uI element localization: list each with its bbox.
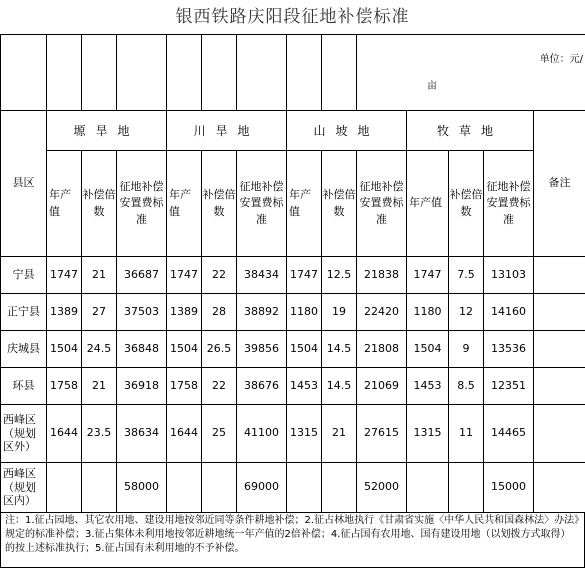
table-cell: 21 [322, 405, 357, 463]
subheader-standard: 征地补偿安置费标准 [484, 151, 534, 257]
table-cell: 21838 [357, 257, 407, 294]
table-cell: 26.5 [202, 331, 237, 368]
table-cell [287, 463, 322, 513]
table-cell: 1389 [47, 294, 82, 331]
table-cell: 27615 [357, 405, 407, 463]
table-cell: 1747 [167, 257, 202, 294]
category-header-chuan: 川旱地 [167, 111, 287, 151]
category-row [1, 111, 585, 151]
category-header-shanpo: 山坡地 [287, 111, 407, 151]
unit-row [1, 35, 585, 111]
table-row [1, 368, 585, 405]
table-cell: 14.5 [322, 368, 357, 405]
county-cell: 宁县 [1, 257, 47, 294]
table-cell: 1758 [167, 368, 202, 405]
table-cell: 1747 [407, 257, 449, 294]
subheader-standard: 征地补偿安置费标准 [117, 151, 167, 257]
table-cell: 1453 [287, 368, 322, 405]
table-cell: 36918 [117, 368, 167, 405]
table-cell: 39856 [237, 331, 287, 368]
table-cell: 19 [322, 294, 357, 331]
table-cell: 38634 [117, 405, 167, 463]
unit-label: 单位：元/ [539, 53, 584, 65]
county-cell: 西峰区（规划区外） [1, 405, 47, 463]
table-cell: 36848 [117, 331, 167, 368]
subheader-multiple: 补偿倍数 [82, 151, 117, 257]
table-cell: 1747 [287, 257, 322, 294]
table-cell: 21808 [357, 331, 407, 368]
table-cell: 38676 [237, 368, 287, 405]
page-title: 银西铁路庆阳段征地补偿标准 [175, 7, 410, 27]
table-cell: 1453 [407, 368, 449, 405]
table-cell: 1504 [47, 331, 82, 368]
table-cell: 1644 [167, 405, 202, 463]
county-cell: 环县 [1, 368, 47, 405]
subheader-multiple: 补偿倍数 [202, 151, 237, 257]
table-cell: 23.5 [82, 405, 117, 463]
remark-cell [534, 405, 585, 463]
remark-header: 备注 [534, 111, 585, 257]
table-cell: 1180 [407, 294, 449, 331]
county-header: 县区 [1, 111, 47, 257]
table-cell: 11 [449, 405, 484, 463]
footnote-text: 注：1.征占园地、其它农用地、建设用地按邻近同等条件耕地补偿；2.征占林地执行《甘肃省实施〈中华人民共和国森林法〉办法》规定的标准补偿；3.征占集体未利用地按邻近耕地统一年产值的2倍补偿；4.征占国有农用地、国有建设用地（以划拨方式取得）的按上述标准执行；5.征占国有未利用地的不予补偿。 [5, 515, 580, 554]
table-row [1, 331, 585, 368]
table-cell: 37503 [117, 294, 167, 331]
county-cell: 庆城县 [1, 331, 47, 368]
table-cell: 36687 [117, 257, 167, 294]
table-cell: 1644 [47, 405, 82, 463]
table-cell: 12 [449, 294, 484, 331]
unit-cell [357, 35, 585, 111]
table-cell: 13103 [484, 257, 534, 294]
table-cell: 21 [82, 257, 117, 294]
compensation-table [0, 34, 585, 513]
table-cell: 1758 [47, 368, 82, 405]
table-cell: 12351 [484, 368, 534, 405]
table-row [1, 294, 585, 331]
table-cell: 14465 [484, 405, 534, 463]
table-cell: 22 [202, 257, 237, 294]
table-cell: 22420 [357, 294, 407, 331]
subheader-standard: 征地补偿安置费标准 [237, 151, 287, 257]
table-cell: 9 [449, 331, 484, 368]
table-cell: 41100 [237, 405, 287, 463]
table-cell: 1315 [287, 405, 322, 463]
county-cell: 正宁县 [1, 294, 47, 331]
table-cell: 1504 [287, 331, 322, 368]
subheader-multiple: 补偿倍数 [449, 151, 484, 257]
table-cell [47, 463, 82, 513]
table-cell: 24.5 [82, 331, 117, 368]
remark-cell [534, 331, 585, 368]
table-cell: 22 [202, 368, 237, 405]
table-cell: 1180 [287, 294, 322, 331]
footnotes [0, 512, 585, 568]
remark-cell [534, 368, 585, 405]
table-cell: 1747 [47, 257, 82, 294]
subheader-annual: 年产值 [287, 151, 322, 257]
remark-cell [534, 257, 585, 294]
table-cell [202, 463, 237, 513]
table-cell: 1504 [167, 331, 202, 368]
table-cell: 13536 [484, 331, 534, 368]
table-cell [322, 463, 357, 513]
table-cell: 14.5 [322, 331, 357, 368]
table-cell [167, 463, 202, 513]
table-cell: 21069 [357, 368, 407, 405]
table-cell: 28 [202, 294, 237, 331]
table-cell: 58000 [117, 463, 167, 513]
category-header-yuan: 塬旱地 [47, 111, 167, 151]
subheader-annual: 年产值 [167, 151, 202, 257]
category-header-mucao: 牧草地 [407, 111, 534, 151]
table-cell: 69000 [237, 463, 287, 513]
subheader-multiple: 补偿倍数 [322, 151, 357, 257]
subheader-row [1, 151, 585, 257]
table-cell: 7.5 [449, 257, 484, 294]
table-cell: 15000 [484, 463, 534, 513]
table-cell: 1389 [167, 294, 202, 331]
table-cell: 25 [202, 405, 237, 463]
table-row [1, 463, 585, 513]
subheader-standard: 征地补偿安置费标准 [357, 151, 407, 257]
table-cell [407, 463, 449, 513]
table-cell: 52000 [357, 463, 407, 513]
table-cell: 8.5 [449, 368, 484, 405]
table-cell: 21 [82, 368, 117, 405]
table-cell: 1315 [407, 405, 449, 463]
table-row [1, 405, 585, 463]
table-cell: 12.5 [322, 257, 357, 294]
subheader-annual: 年产值 [47, 151, 82, 257]
table-cell: 14160 [484, 294, 534, 331]
remark-cell [534, 294, 585, 331]
table-cell: 27 [82, 294, 117, 331]
table-cell: 38892 [237, 294, 287, 331]
county-cell: 西峰区（规划区内） [1, 463, 47, 513]
table-cell: 1504 [407, 331, 449, 368]
table-cell [449, 463, 484, 513]
subheader-annual: 年产值 [407, 151, 449, 257]
table-row [1, 257, 585, 294]
remark-cell [534, 463, 585, 513]
unit-label-tail: 亩 [427, 80, 437, 92]
table-cell [82, 463, 117, 513]
table-cell: 38434 [237, 257, 287, 294]
